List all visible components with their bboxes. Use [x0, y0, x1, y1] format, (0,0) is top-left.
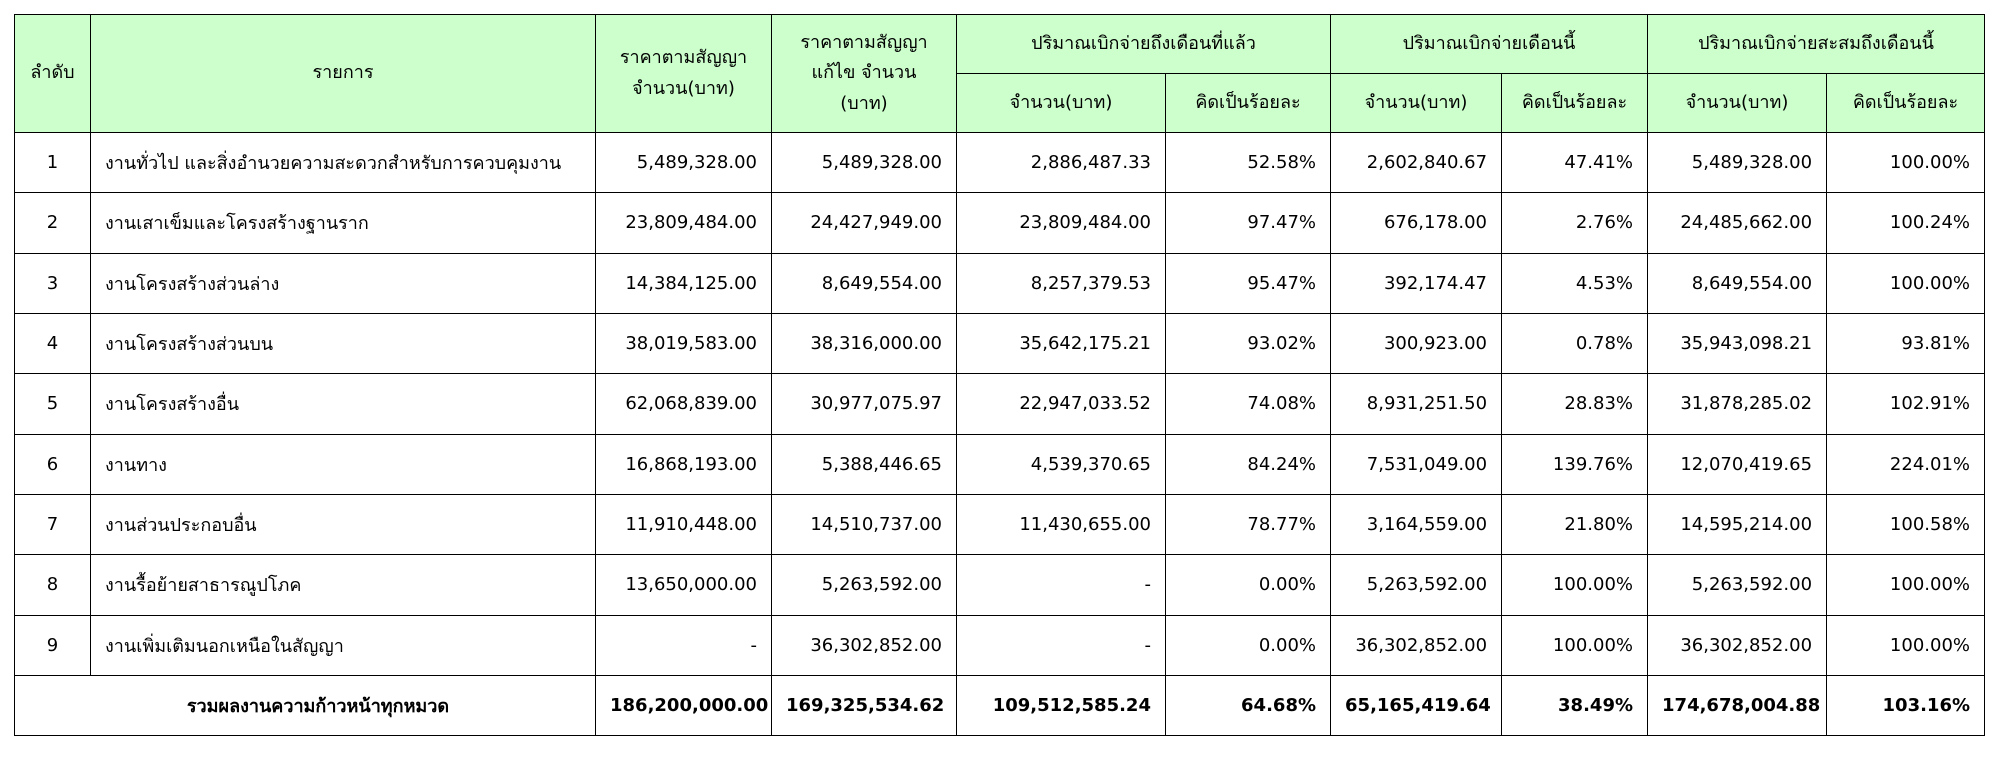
table-row — [15, 434, 1985, 494]
header-cum-percent: คิดเป็นร้อยละ — [1827, 74, 1985, 133]
row-item: งานทาง — [91, 434, 596, 494]
table-header — [15, 15, 1985, 133]
row-cum-amount: 35,943,098.21 — [1648, 313, 1827, 373]
row-prev-percent: 84.24% — [1166, 434, 1331, 494]
row-no: 3 — [15, 253, 91, 313]
row-cum-percent: 93.81% — [1827, 313, 1985, 373]
row-contract-price: - — [596, 615, 772, 675]
header-cum-amount: จำนวน(บาท) — [1648, 74, 1827, 133]
row-revised-price: 5,489,328.00 — [772, 133, 957, 193]
row-cum-amount: 12,070,419.65 — [1648, 434, 1827, 494]
row-revised-price: 24,427,949.00 — [772, 193, 957, 253]
row-item: งานโครงสร้างส่วนบน — [91, 313, 596, 373]
header-revised-price-line3: (บาท) — [840, 92, 888, 114]
row-prev-percent: 74.08% — [1166, 374, 1331, 434]
header-month-group: ปริมาณเบิกจ่ายเดือนนี้ — [1331, 15, 1648, 74]
table-row — [15, 133, 1985, 193]
row-month-percent: 28.83% — [1502, 374, 1648, 434]
row-revised-price: 14,510,737.00 — [772, 494, 957, 554]
row-month-amount: 3,164,559.00 — [1331, 494, 1502, 554]
row-month-amount: 36,302,852.00 — [1331, 615, 1502, 675]
row-prev-amount: 4,539,370.65 — [957, 434, 1166, 494]
table-row — [15, 253, 1985, 313]
row-month-amount: 8,931,251.50 — [1331, 374, 1502, 434]
header-cum-group: ปริมาณเบิกจ่ายสะสมถึงเดือนนี้ — [1648, 15, 1985, 74]
row-month-percent: 2.76% — [1502, 193, 1648, 253]
row-no: 1 — [15, 133, 91, 193]
payment-progress-table — [14, 14, 1985, 736]
row-no: 4 — [15, 313, 91, 373]
row-contract-price: 38,019,583.00 — [596, 313, 772, 373]
table-row — [15, 615, 1985, 675]
row-contract-price: 13,650,000.00 — [596, 555, 772, 615]
table-body — [15, 133, 1985, 676]
row-revised-price: 36,302,852.00 — [772, 615, 957, 675]
row-prev-percent: 95.47% — [1166, 253, 1331, 313]
row-contract-price: 23,809,484.00 — [596, 193, 772, 253]
total-prev-percent: 64.68% — [1166, 676, 1331, 736]
row-month-amount: 300,923.00 — [1331, 313, 1502, 373]
row-cum-percent: 100.00% — [1827, 615, 1985, 675]
row-revised-price: 30,977,075.97 — [772, 374, 957, 434]
row-revised-price: 8,649,554.00 — [772, 253, 957, 313]
row-contract-price: 14,384,125.00 — [596, 253, 772, 313]
row-contract-price: 62,068,839.00 — [596, 374, 772, 434]
row-month-amount: 676,178.00 — [1331, 193, 1502, 253]
table-row — [15, 555, 1985, 615]
row-no: 8 — [15, 555, 91, 615]
total-contract: 186,200,000.00 — [596, 676, 772, 736]
row-no: 6 — [15, 434, 91, 494]
row-prev-percent: 97.47% — [1166, 193, 1331, 253]
row-prev-percent: 0.00% — [1166, 615, 1331, 675]
row-contract-price: 11,910,448.00 — [596, 494, 772, 554]
total-label: รวมผลงานความก้าวหน้าทุกหมวด — [15, 676, 596, 736]
row-cum-percent: 100.00% — [1827, 133, 1985, 193]
table-row — [15, 313, 1985, 373]
total-month-percent: 38.49% — [1502, 676, 1648, 736]
row-cum-amount: 36,302,852.00 — [1648, 615, 1827, 675]
row-no: 2 — [15, 193, 91, 253]
total-revised: 169,325,534.62 — [772, 676, 957, 736]
header-contract-price-line1: ราคาตามสัญญา — [619, 46, 748, 68]
row-month-percent: 100.00% — [1502, 555, 1648, 615]
row-item: งานทั่วไป และสิ่งอำนวยความสะดวกสำหรับการควบคุมงาน — [91, 133, 596, 193]
header-prev-group: ปริมาณเบิกจ่ายถึงเดือนที่แล้ว — [957, 15, 1331, 74]
row-revised-price: 5,388,446.65 — [772, 434, 957, 494]
row-month-percent: 21.80% — [1502, 494, 1648, 554]
row-month-percent: 100.00% — [1502, 615, 1648, 675]
row-month-amount: 392,174.47 — [1331, 253, 1502, 313]
header-item: รายการ — [91, 15, 596, 133]
row-prev-amount: - — [957, 615, 1166, 675]
header-revised-price-line2: แก้ไข จำนวน — [811, 62, 917, 84]
row-no: 9 — [15, 615, 91, 675]
row-cum-percent: 224.01% — [1827, 434, 1985, 494]
row-month-amount: 7,531,049.00 — [1331, 434, 1502, 494]
total-row — [15, 676, 1985, 736]
row-month-percent: 47.41% — [1502, 133, 1648, 193]
row-item: งานส่วนประกอบอื่น — [91, 494, 596, 554]
row-month-amount: 2,602,840.67 — [1331, 133, 1502, 193]
row-cum-amount: 24,485,662.00 — [1648, 193, 1827, 253]
header-prev-percent: คิดเป็นร้อยละ — [1166, 74, 1331, 133]
row-contract-price: 16,868,193.00 — [596, 434, 772, 494]
row-no: 7 — [15, 494, 91, 554]
row-cum-amount: 8,649,554.00 — [1648, 253, 1827, 313]
row-item: งานโครงสร้างส่วนล่าง — [91, 253, 596, 313]
total-cum-percent: 103.16% — [1827, 676, 1985, 736]
row-cum-amount: 5,263,592.00 — [1648, 555, 1827, 615]
row-item: งานรื้อย้ายสาธารณูปโภค — [91, 555, 596, 615]
row-item: งานโครงสร้างอื่น — [91, 374, 596, 434]
table-row — [15, 374, 1985, 434]
table-footer — [15, 676, 1985, 736]
header-contract-price — [596, 15, 772, 133]
row-prev-percent: 78.77% — [1166, 494, 1331, 554]
row-item: งานเสาเข็มและโครงสร้างฐานราก — [91, 193, 596, 253]
header-contract-price-line2: จำนวน(บาท) — [632, 77, 735, 99]
row-cum-amount: 31,878,285.02 — [1648, 374, 1827, 434]
header-revised-price — [772, 15, 957, 133]
total-month-amount: 65,165,419.64 — [1331, 676, 1502, 736]
row-item: งานเพิ่มเติมนอกเหนือในสัญญา — [91, 615, 596, 675]
table-row — [15, 193, 1985, 253]
row-cum-percent: 100.58% — [1827, 494, 1985, 554]
row-cum-percent: 100.00% — [1827, 253, 1985, 313]
row-prev-amount: 2,886,487.33 — [957, 133, 1166, 193]
row-prev-percent: 93.02% — [1166, 313, 1331, 373]
row-month-percent: 4.53% — [1502, 253, 1648, 313]
row-month-percent: 139.76% — [1502, 434, 1648, 494]
row-prev-amount: 23,809,484.00 — [957, 193, 1166, 253]
row-contract-price: 5,489,328.00 — [596, 133, 772, 193]
header-prev-amount: จำนวน(บาท) — [957, 74, 1166, 133]
row-prev-amount: 11,430,655.00 — [957, 494, 1166, 554]
total-prev-amount: 109,512,585.24 — [957, 676, 1166, 736]
row-prev-percent: 0.00% — [1166, 555, 1331, 615]
header-no: ลำดับ — [15, 15, 91, 133]
row-prev-amount: 8,257,379.53 — [957, 253, 1166, 313]
row-no: 5 — [15, 374, 91, 434]
row-prev-amount: 22,947,033.52 — [957, 374, 1166, 434]
header-revised-price-line1: ราคาตามสัญญา — [800, 31, 928, 53]
row-prev-percent: 52.58% — [1166, 133, 1331, 193]
row-cum-percent: 100.24% — [1827, 193, 1985, 253]
row-revised-price: 5,263,592.00 — [772, 555, 957, 615]
row-cum-amount: 5,489,328.00 — [1648, 133, 1827, 193]
table-row — [15, 494, 1985, 554]
row-cum-amount: 14,595,214.00 — [1648, 494, 1827, 554]
row-month-amount: 5,263,592.00 — [1331, 555, 1502, 615]
header-month-amount: จำนวน(บาท) — [1331, 74, 1502, 133]
row-revised-price: 38,316,000.00 — [772, 313, 957, 373]
header-month-percent: คิดเป็นร้อยละ — [1502, 74, 1648, 133]
row-month-percent: 0.78% — [1502, 313, 1648, 373]
total-cum-amount: 174,678,004.88 — [1648, 676, 1827, 736]
row-prev-amount: 35,642,175.21 — [957, 313, 1166, 373]
row-cum-percent: 102.91% — [1827, 374, 1985, 434]
row-cum-percent: 100.00% — [1827, 555, 1985, 615]
row-prev-amount: - — [957, 555, 1166, 615]
